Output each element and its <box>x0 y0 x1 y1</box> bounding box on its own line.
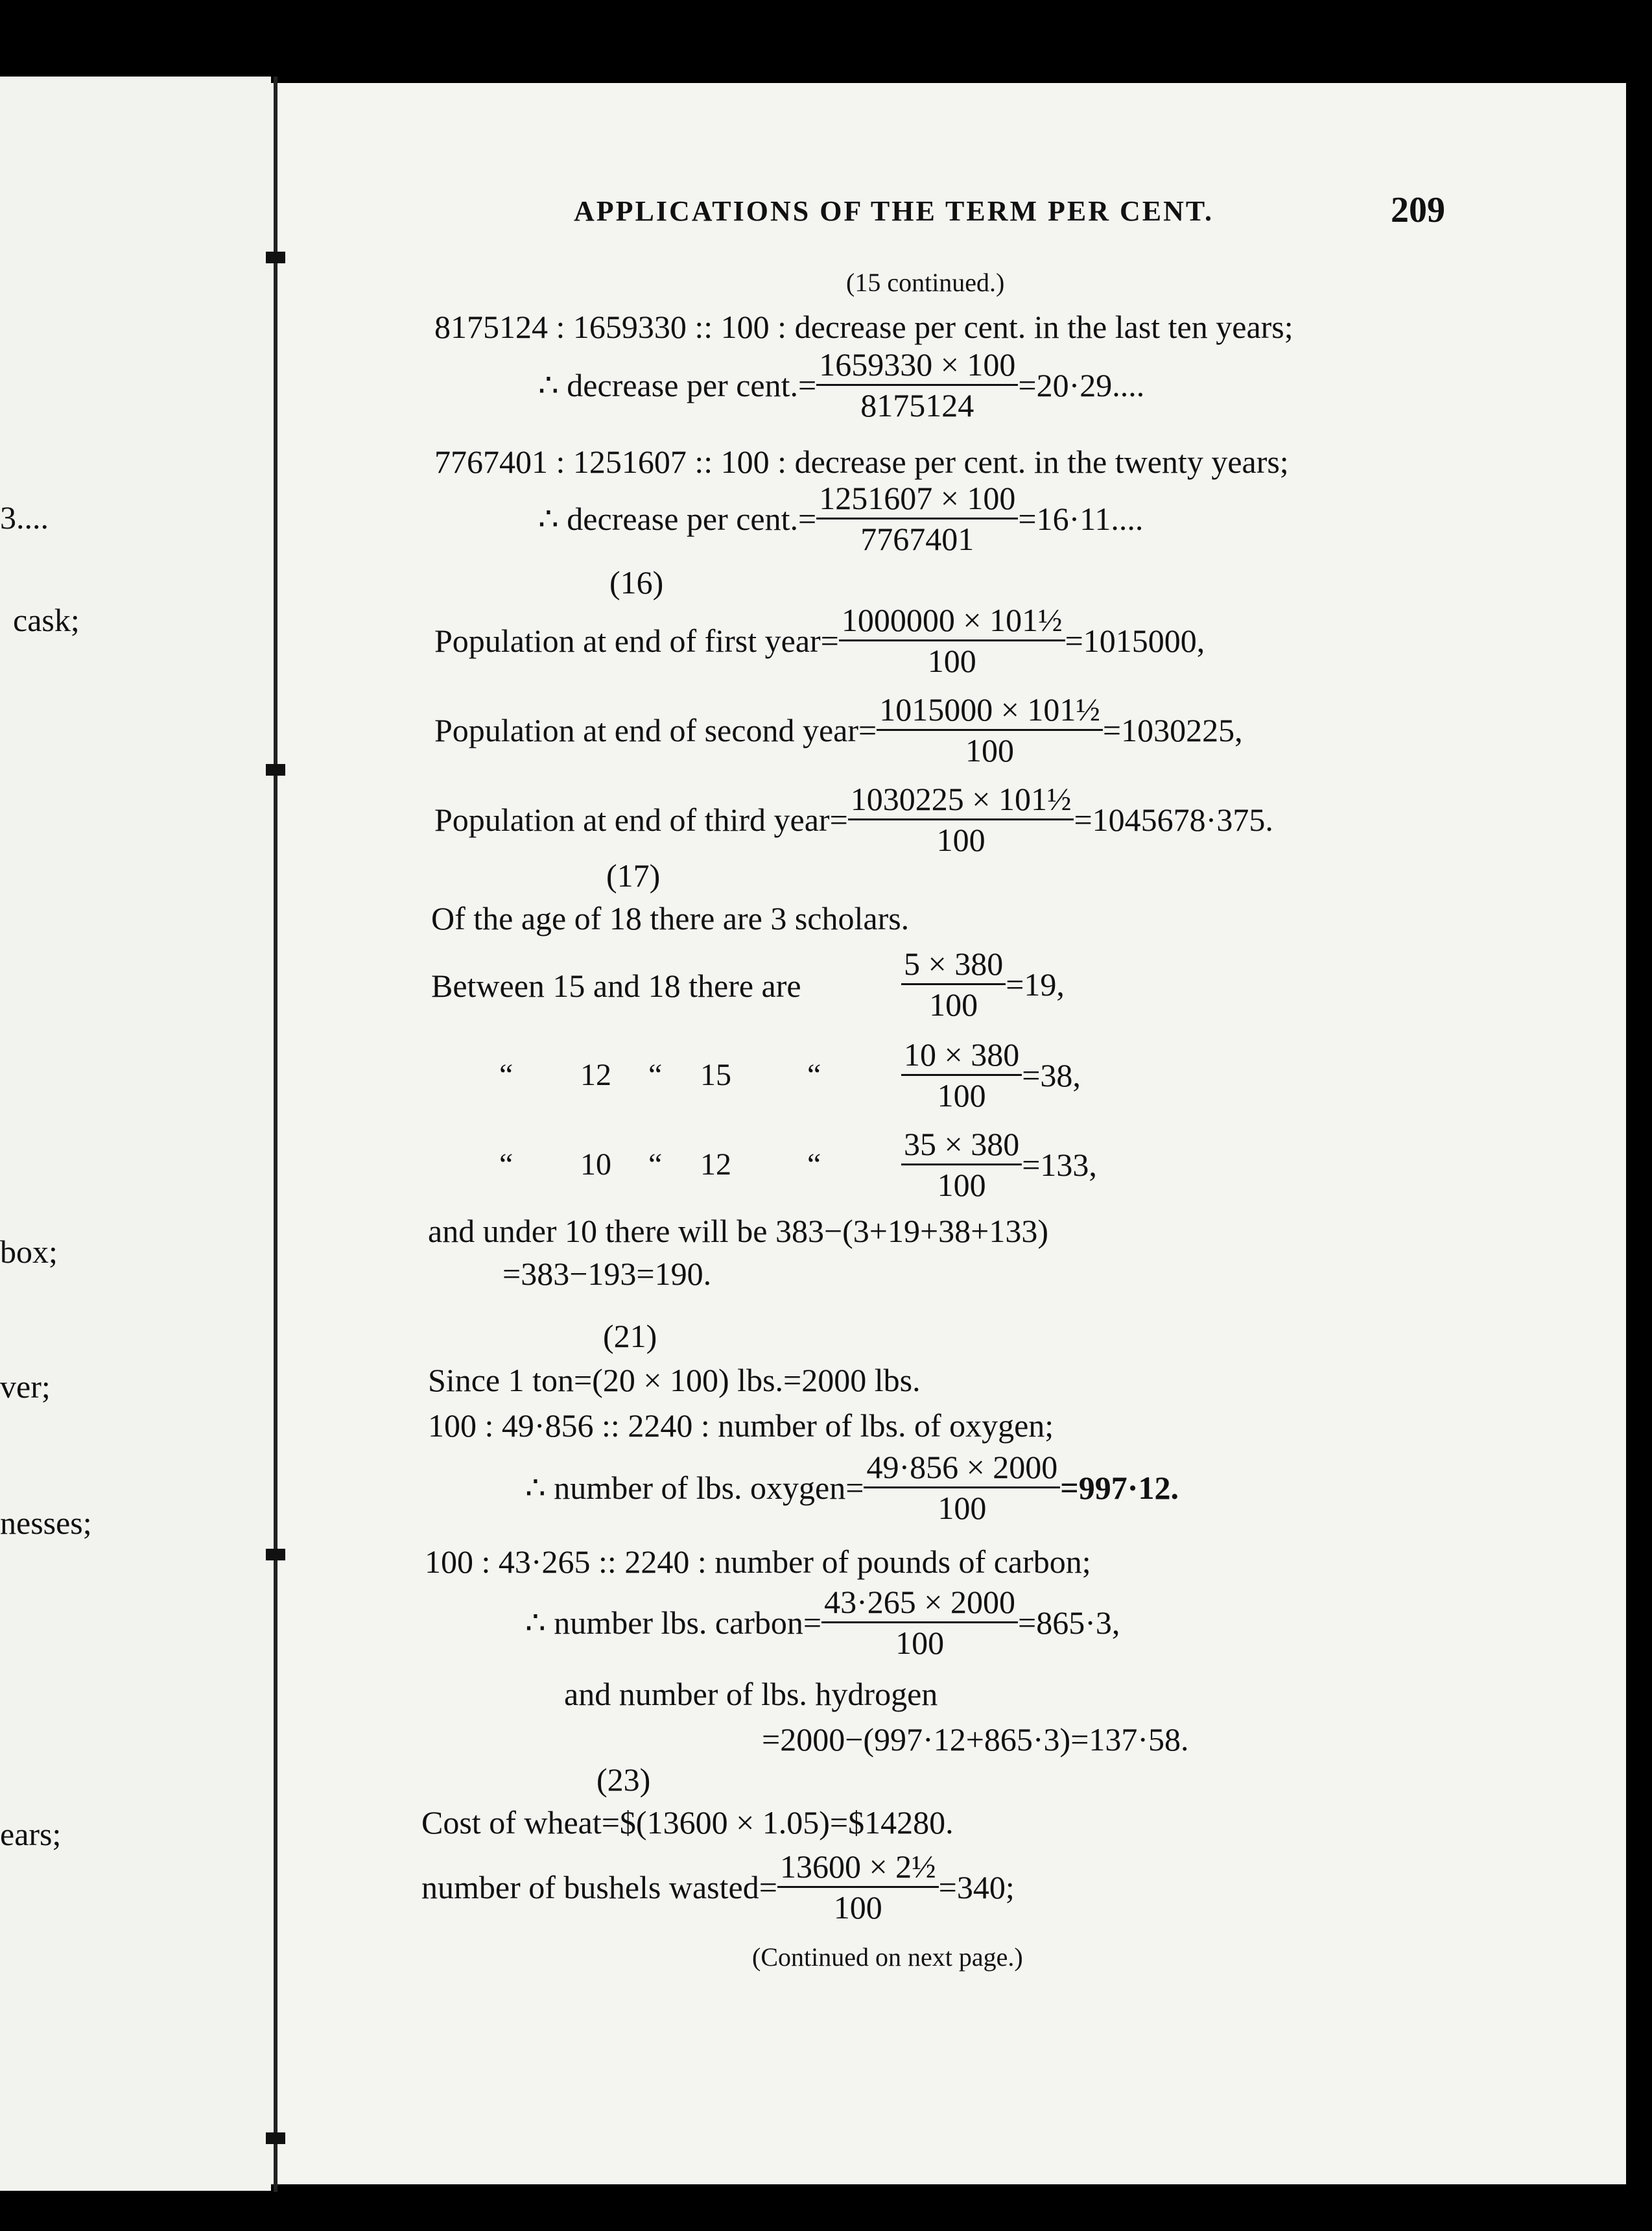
fraction <box>777 1850 939 1924</box>
denominator: 100 <box>938 1490 987 1526</box>
left-fragment: ver; <box>0 1368 51 1405</box>
proportion: 8175124 : 1659330 :: 100 : decrease per cent. in the last ten years; <box>434 309 1293 345</box>
equation <box>434 693 1243 767</box>
section-label: (23) <box>596 1761 651 1798</box>
left-fragment: 3.... <box>0 499 49 536</box>
equation-lead: ∴ number lbs. carbon= <box>525 1604 822 1641</box>
ditto-mark: “ <box>648 1147 663 1182</box>
proportion: 100 : 49·856 :: 2240 : number of lbs. of oxygen; <box>428 1407 1054 1444</box>
equation <box>525 1585 1120 1660</box>
equation-result: =1045678·375. <box>1074 801 1273 838</box>
equation-lead: Population at end of third year= <box>434 801 848 838</box>
continued-note: (Continued on next page.) <box>752 1942 1023 1972</box>
numerator: 10 × 380 <box>901 1038 1022 1076</box>
denominator: 100 <box>929 986 978 1023</box>
proportion: 100 : 43·265 :: 2240 : number of pounds of carbon; <box>425 1544 1091 1580</box>
denominator: 100 <box>895 1625 945 1661</box>
equation-lead: Population at end of first year= <box>434 622 839 659</box>
fraction <box>877 693 1103 767</box>
text-line: and under 10 there will be 383−(3+19+38+133) <box>428 1213 1049 1249</box>
equation <box>538 481 1143 556</box>
equation <box>434 603 1205 678</box>
fraction <box>821 1585 1018 1660</box>
ditto-mark: “ <box>499 1058 513 1092</box>
proportion: 7767401 : 1251607 :: 100 : decrease per cent. in the twenty years; <box>434 444 1289 480</box>
denominator: 100 <box>965 732 1015 769</box>
section-label: (17) <box>606 857 661 894</box>
equation-result: =340; <box>938 1868 1015 1905</box>
fraction <box>864 1450 1060 1525</box>
equation-result: =133, <box>1022 1146 1097 1183</box>
equation-lead: ∴ decrease per cent.= <box>538 366 817 403</box>
age-value: 12 <box>580 1058 611 1092</box>
equation-lead: number of bushels wasted= <box>421 1868 777 1905</box>
left-fragment: nesses; <box>0 1505 92 1541</box>
left-fragment: ears; <box>0 1816 62 1852</box>
text-line: Between 15 and 18 there are <box>431 968 801 1004</box>
continued-note: (15 continued.) <box>846 268 1005 297</box>
equation-lead: Population at end of second year= <box>434 711 877 748</box>
equation-result: =38, <box>1022 1056 1081 1093</box>
left-fragment: cask; <box>13 602 80 638</box>
denominator: 100 <box>937 1167 986 1203</box>
equation-result: =997·12. <box>1060 1469 1179 1506</box>
numerator: 13600 × 2½ <box>777 1850 939 1888</box>
text-line: and number of lbs. hydrogen <box>564 1676 938 1712</box>
text-line: Since 1 ton=(20 × 100) lbs.=2000 lbs. <box>428 1362 921 1398</box>
equation-result: =19, <box>1006 966 1065 1003</box>
fraction <box>848 782 1074 857</box>
section-label: (21) <box>603 1318 657 1354</box>
equation <box>434 782 1273 857</box>
fraction <box>901 947 1006 1021</box>
equation <box>538 348 1144 422</box>
fraction <box>816 348 1018 422</box>
ditto-mark: “ <box>499 1147 513 1182</box>
text-line: =383−193=190. <box>502 1256 712 1292</box>
equation <box>901 947 1065 1021</box>
equation-result: =1015000, <box>1065 622 1205 659</box>
equation <box>901 1038 1081 1112</box>
denominator: 100 <box>937 1077 986 1114</box>
denominator: 100 <box>927 643 976 679</box>
denominator: 100 <box>833 1889 882 1926</box>
text-line: Of the age of 18 there are 3 scholars. <box>431 900 910 937</box>
numerator: 5 × 380 <box>901 947 1006 985</box>
equation-result: =865·3, <box>1018 1604 1120 1641</box>
left-page <box>0 77 271 2191</box>
equation-result: =16·11.... <box>1018 500 1144 537</box>
age-value: 15 <box>700 1058 731 1092</box>
numerator: 1030225 × 101½ <box>848 782 1074 820</box>
age-value: 10 <box>580 1147 611 1182</box>
age-value: 12 <box>700 1147 731 1182</box>
equation <box>525 1450 1179 1525</box>
fraction <box>839 603 1065 678</box>
denominator: 7767401 <box>860 521 974 557</box>
denominator: 100 <box>936 822 985 858</box>
running-head: APPLICATIONS OF THE TERM PER CENT. <box>574 195 1214 227</box>
fraction <box>901 1038 1022 1112</box>
ditto-mark: “ <box>807 1147 821 1182</box>
text-line: =2000−(997·12+865·3)=137·58. <box>762 1721 1189 1758</box>
page-number: 209 <box>1391 190 1445 230</box>
numerator: 1659330 × 100 <box>816 348 1018 386</box>
numerator: 35 × 380 <box>901 1127 1022 1165</box>
equation <box>421 1850 1015 1924</box>
numerator: 43·265 × 2000 <box>821 1585 1018 1623</box>
equation-lead: ∴ decrease per cent.= <box>538 500 817 537</box>
ditto-mark: “ <box>807 1058 821 1092</box>
fraction <box>816 481 1018 556</box>
binding-thread <box>266 77 285 2192</box>
equation-result: =1030225, <box>1102 711 1243 748</box>
numerator: 1015000 × 101½ <box>877 693 1103 731</box>
text-line: Cost of wheat=$(13600 × 1.05)=$14280. <box>421 1804 954 1841</box>
ditto-mark: “ <box>648 1058 663 1092</box>
numerator: 1000000 × 101½ <box>839 603 1065 641</box>
numerator: 49·856 × 2000 <box>864 1450 1060 1488</box>
equation-lead: ∴ number of lbs. oxygen= <box>525 1469 864 1506</box>
left-fragment: box; <box>0 1234 58 1270</box>
section-label: (16) <box>609 564 664 601</box>
numerator: 1251607 × 100 <box>816 481 1018 519</box>
equation <box>901 1127 1097 1202</box>
equation-result: =20·29.... <box>1018 366 1145 403</box>
fraction <box>901 1127 1022 1202</box>
denominator: 8175124 <box>860 387 974 424</box>
